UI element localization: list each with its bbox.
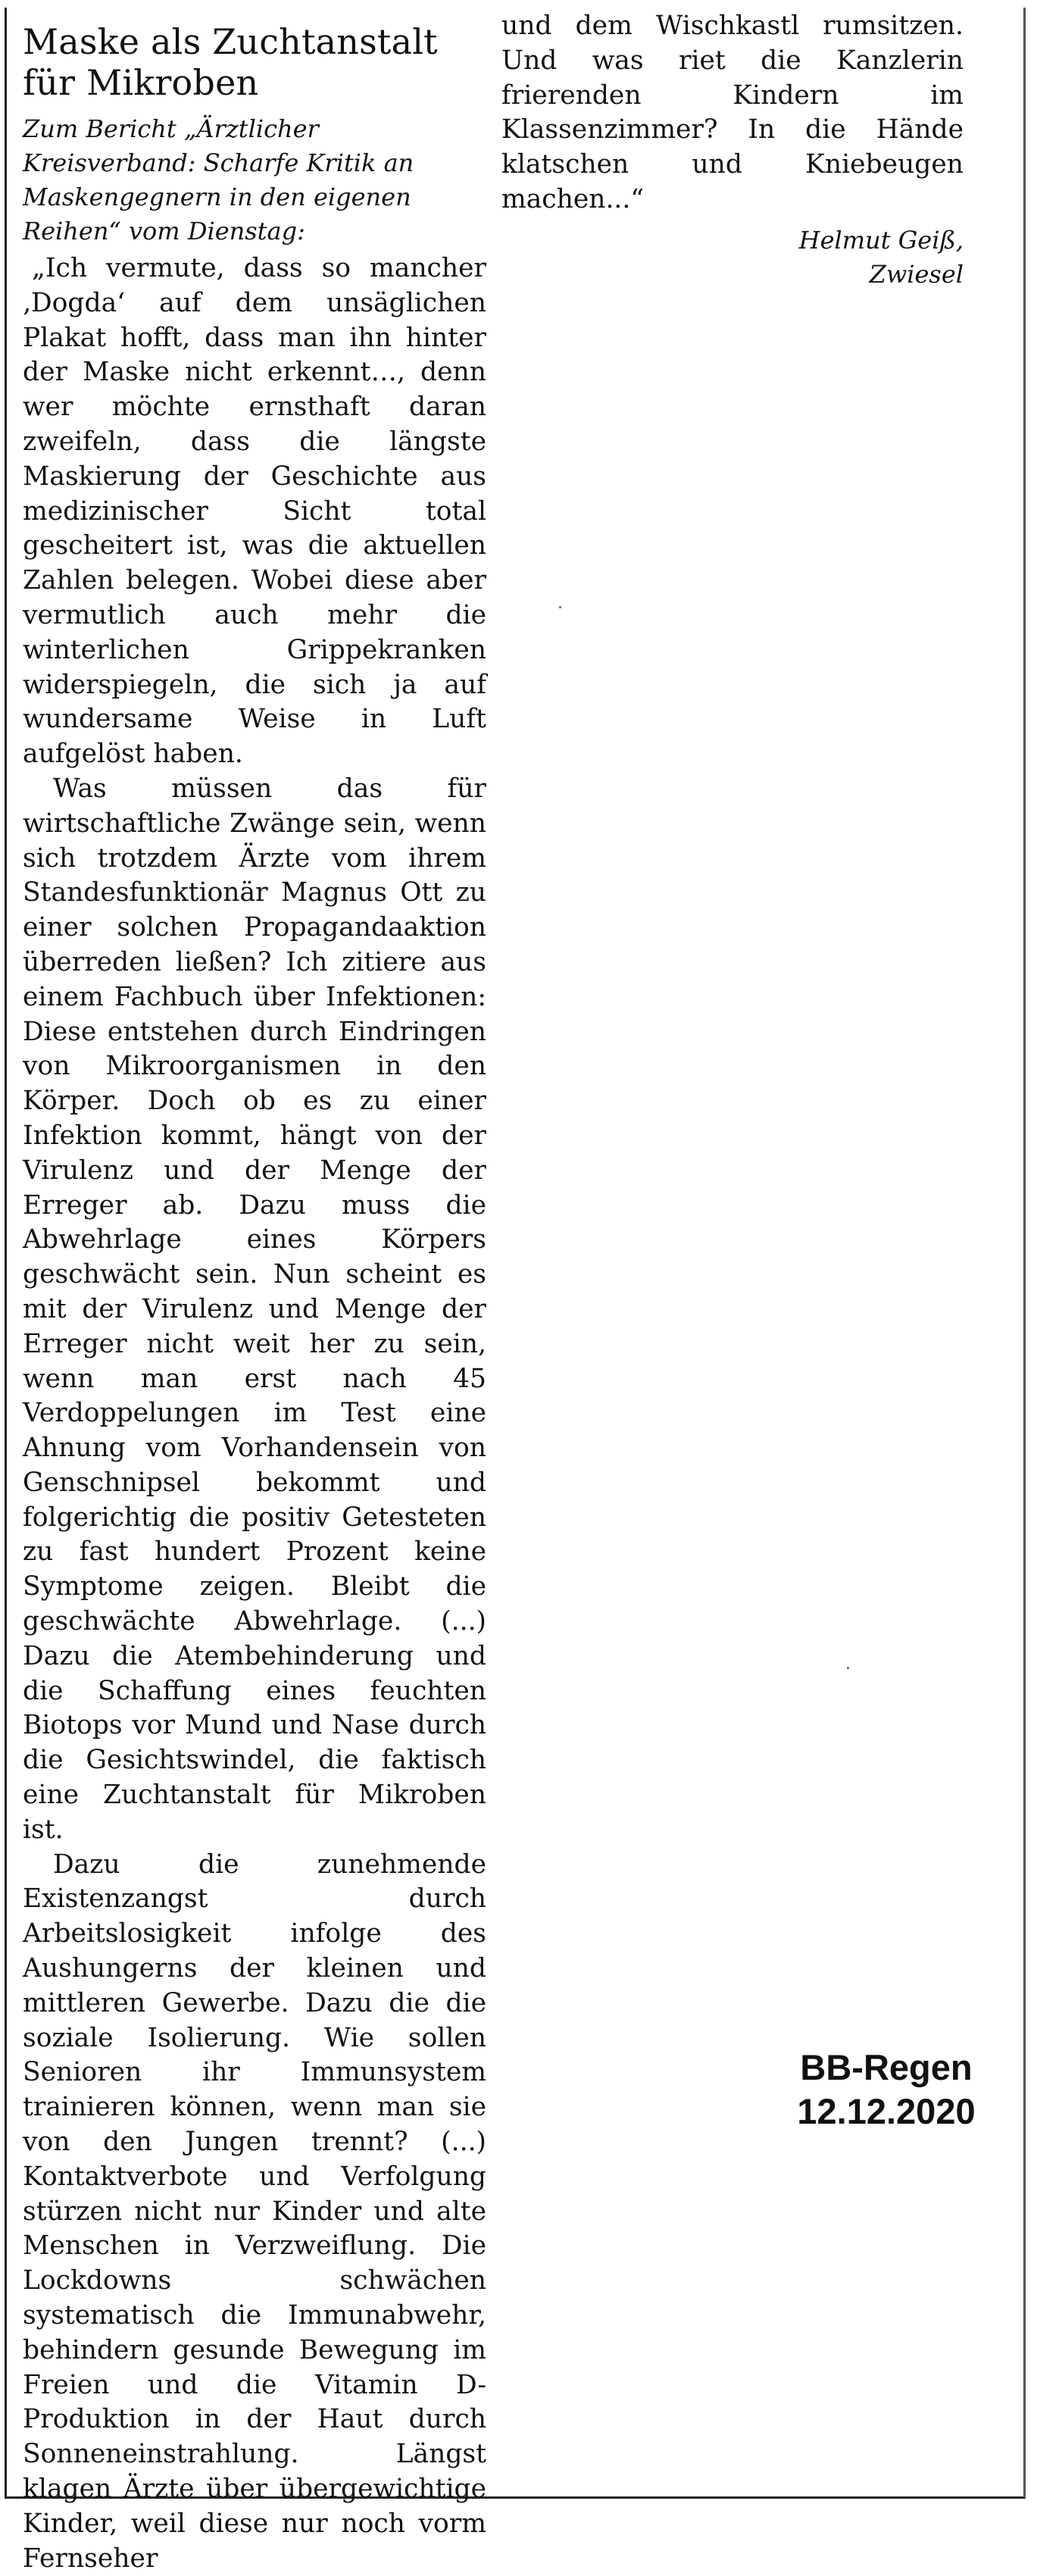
article-left-column — [23, 21, 486, 2576]
author-town: Zwiesel — [869, 259, 964, 289]
scan-speck — [847, 1667, 849, 1669]
scan-speck — [559, 606, 561, 608]
source-date: 12.12.2020 — [797, 2091, 976, 2131]
article-paragraph-1: „Ich vermute, dass so mancher ‚Dogda‘ auf dem unsäglichen Plakat hofft, dass man ihn hinter der Maske nicht erkennt…, denn wer möchte ernsthaft daran zweifeln, dass die längste Maskierung der Geschichte aus medizinischer Sicht total gescheitert ist, was die aktuellen Zahlen belegen. Wobei diese aber vermutlich auch mehr die winterlichen Grippekranken widerspiegeln, die sich ja auf wundersame Weise in Luft aufgelöst haben. — [23, 253, 486, 770]
source-stamp — [780, 2046, 992, 2134]
article-right-column — [501, 9, 964, 292]
headline-line-1: Maske als Zuchtanstalt — [23, 21, 438, 62]
headline-line-2: für Mikroben — [23, 62, 259, 103]
author-signature — [501, 224, 964, 292]
article-headline — [23, 21, 486, 103]
source-publication: BB-Regen — [800, 2047, 973, 2087]
article-intro: Zum Bericht „Ärztlicher Kreisverband: Scharfe Kritik an Maskengegnern in den eigenen Reihen“ vom Dienstag: — [23, 114, 414, 245]
article-paragraph-3: Dazu die zunehmende Existenzangst durch Arbeitslosigkeit infolge des Aushungerns der kleinen und mittleren Gewerbe. Dazu die die soziale Isolierung. Wie sollen Senioren ihr Immunsystem trainieren können, wenn man sie von den Jungen trennt? (...) Kontaktverbote und Verfolgung stürzen nicht nur Kinder und alte Menschen in Verzweiflung. Die Lockdowns schwächen systematisch die Immunabwehr, behindern gesunde Bewegung im Freien und die Vitamin D-Produktion in der Haut durch Sonneneinstrahlung. Längst klagen Ärzte über übergewichtige Kinder, weil diese nur noch vorm Fernseher — [23, 1849, 486, 2574]
article-continuation: und dem Wischkastl rumsitzen. Und was riet die Kanzlerin frierenden Kindern im Klassenzimmer? In die Hände klatschen und Kniebeugen machen...“ — [501, 11, 964, 214]
author-name: Helmut Geiß, — [798, 225, 964, 255]
article-paragraph-2: Was müssen das für wirtschaftliche Zwänge sein, wenn sich trotzdem Ärzte vom ihrem Standesfunktionär Magnus Ott zu einer solchen Propagandaaktion überreden ließen? Ich zitiere aus einem Fachbuch über Infektionen: Diese entstehen durch Eindringen von Mikroorganismen in den Körper. Doch ob es zu einer Infektion kommt, hängt von der Virulenz und der Menge der Erreger ab. Dazu muss die Abwehrlage eines Körpers geschwächt sein. Nun scheint es mit der Virulenz und Menge der Erreger nicht weit her zu sein, wenn man erst nach 45 Verdoppelungen im Test eine Ahnung vom Vorhandensein von Genschnipsel bekommt und folgerichtig die positiv Getesteten zu fast hundert Prozent keine Symptome zeigen. Bleibt die geschwächte Abwehrlage. (...) Dazu die Atembehinderung und die Schaffung eines feuchten Biotops vor Mund und Nase durch die Gesichtswindel, die faktisch eine Zuchtanstalt für Mikroben ist. — [23, 773, 486, 1845]
